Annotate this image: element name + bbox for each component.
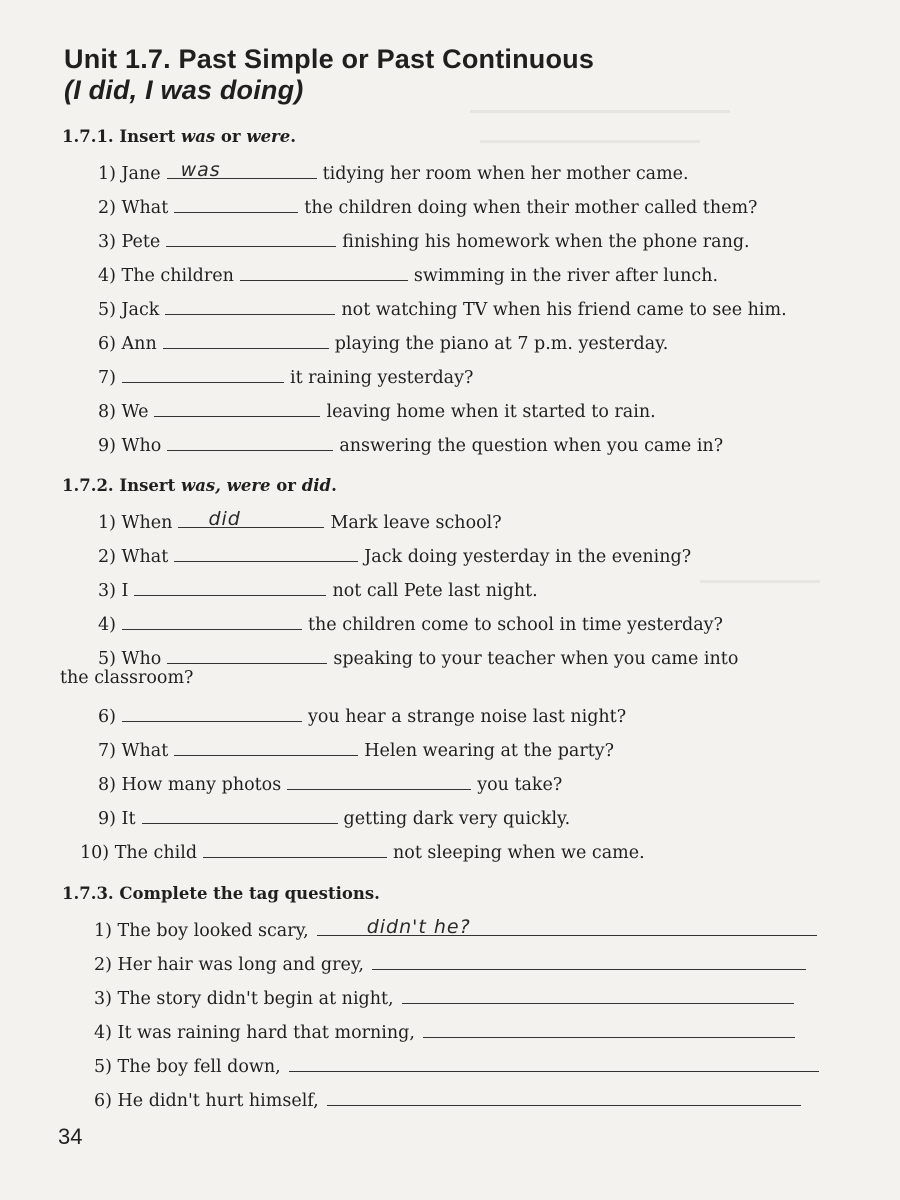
answer-blank[interactable] xyxy=(287,771,471,790)
exercise-item-continuation: the classroom? xyxy=(60,668,194,688)
answer-blank[interactable] xyxy=(174,194,298,213)
answer-blank[interactable] xyxy=(240,262,408,281)
title-line-2: (I did, I was doing) xyxy=(64,75,304,105)
tag-question-item: 4) It was raining hard that morning, xyxy=(94,1019,860,1044)
show-through-mark xyxy=(470,110,730,113)
exercise-item: 7) it raining yesterday? xyxy=(98,364,860,389)
answer-line[interactable] xyxy=(372,951,806,970)
handwritten-answer: did xyxy=(208,508,241,530)
answer-blank[interactable] xyxy=(166,228,336,247)
answer-blank[interactable] xyxy=(142,805,338,824)
answer-blank[interactable] xyxy=(122,611,302,630)
answer-blank[interactable] xyxy=(167,645,327,664)
answer-blank[interactable] xyxy=(167,160,317,179)
section-1-heading: 1.7.1. Insert was or were. xyxy=(62,127,297,146)
answer-line[interactable] xyxy=(327,1087,801,1106)
title-line-1: Unit 1.7. Past Simple or Past Continuous xyxy=(64,44,595,74)
exercise-item: 2) What Jack doing yesterday in the evening? xyxy=(98,543,860,568)
exercise-item: 8) How many photos you take? xyxy=(98,771,860,796)
exercise-item: 5) Jack not watching TV when his friend came to see him. xyxy=(98,296,860,321)
answer-line[interactable] xyxy=(423,1019,795,1038)
answer-blank[interactable] xyxy=(154,398,320,417)
tag-question-item: 5) The boy fell down, xyxy=(94,1053,860,1078)
answer-line[interactable] xyxy=(402,985,794,1004)
exercise-item: 5) Who speaking to your teacher when you came into xyxy=(98,645,860,670)
handwritten-answer: didn't he? xyxy=(366,916,471,938)
exercise-item: 6) you hear a strange noise last night? xyxy=(98,703,860,728)
exercise-item: 10) The child not sleeping when we came. xyxy=(80,839,860,864)
handwritten-answer: was xyxy=(180,159,221,181)
answer-blank[interactable] xyxy=(174,543,358,562)
answer-line[interactable] xyxy=(317,917,817,936)
answer-blank[interactable] xyxy=(203,839,387,858)
page-number: 34 xyxy=(58,1124,83,1149)
answer-blank[interactable] xyxy=(165,296,335,315)
exercise-item: 9) It getting dark very quickly. xyxy=(98,805,860,830)
section-2-heading: 1.7.2. Insert was, were or did. xyxy=(62,476,337,495)
answer-blank[interactable] xyxy=(174,737,358,756)
exercise-item: 1) When did Mark leave school? xyxy=(98,508,502,533)
answer-blank[interactable] xyxy=(163,330,329,349)
tag-question-item: 1) The boy looked scary, didn't he? xyxy=(94,917,860,942)
tag-question-item: 6) He didn't hurt himself, xyxy=(94,1087,860,1112)
exercise-item: 1) Jane was tidying her room when her mother came. xyxy=(98,159,689,184)
exercise-item: 2) What the children doing when their mother called them? xyxy=(98,194,860,219)
show-through-mark xyxy=(480,140,700,143)
exercise-item: 3) I not call Pete last night. xyxy=(98,577,860,602)
exercise-item: 4) the children come to school in time yesterday? xyxy=(98,611,860,636)
section-3-heading: 1.7.3. Complete the tag questions. xyxy=(62,884,380,903)
answer-blank[interactable] xyxy=(167,432,333,451)
exercise-item: 6) Ann playing the piano at 7 p.m. yesterday. xyxy=(98,330,860,355)
exercise-item: 4) The children swimming in the river after lunch. xyxy=(98,262,860,287)
tag-question-item: 3) The story didn't begin at night, xyxy=(94,985,860,1010)
answer-blank[interactable] xyxy=(122,703,302,722)
exercise-item: 3) Pete finishing his homework when the phone rang. xyxy=(98,228,860,253)
answer-blank[interactable] xyxy=(178,509,324,528)
exercise-item: 9) Who answering the question when you came in? xyxy=(98,432,860,457)
exercise-item: 7) What Helen wearing at the party? xyxy=(98,737,860,762)
page-title xyxy=(64,44,594,106)
exercise-item: 8) We leaving home when it started to rain. xyxy=(98,398,860,423)
answer-line[interactable] xyxy=(289,1053,819,1072)
tag-question-item: 2) Her hair was long and grey, xyxy=(94,951,860,976)
answer-blank[interactable] xyxy=(122,364,284,383)
answer-blank[interactable] xyxy=(134,577,326,596)
